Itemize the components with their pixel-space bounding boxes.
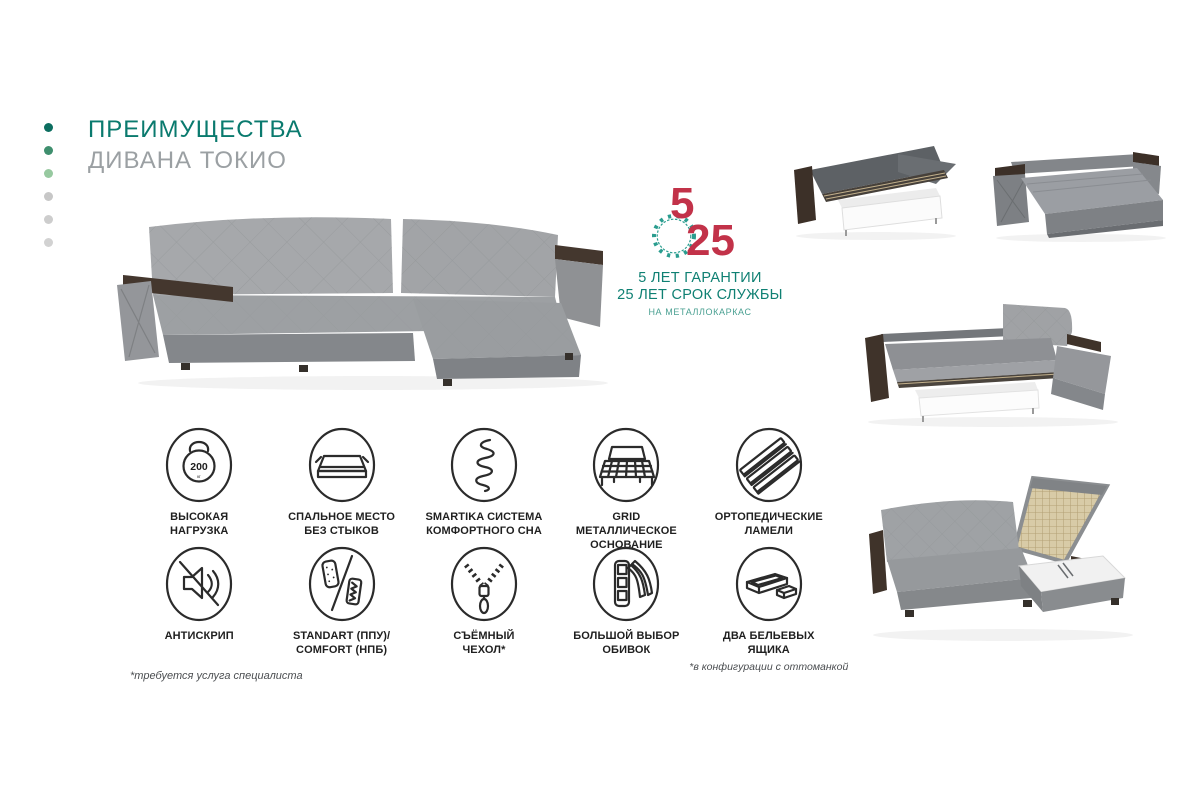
warranty-text	[600, 270, 800, 317]
sofa-unfolding-photo	[786, 140, 964, 242]
feature-upholstery-choice	[555, 545, 697, 673]
storage-boxes-icon	[734, 545, 804, 623]
feature-removable-cover	[413, 545, 555, 673]
dot	[44, 192, 53, 201]
foam-blocks-icon	[307, 545, 377, 623]
feature-linen-boxes	[689, 545, 849, 673]
feature-label: АНТИСКРИП	[164, 630, 234, 642]
zipper-icon	[449, 545, 519, 623]
dot	[44, 215, 53, 224]
feature-ortho-slats	[698, 426, 840, 552]
feature-grid-base	[555, 426, 697, 552]
corner-unfolding-photo	[853, 298, 1138, 430]
dot	[44, 238, 53, 247]
feature-label: ВЫСОКАЯ НАГРУЗКА	[169, 511, 229, 537]
fabric-swatches-icon	[591, 545, 661, 623]
title-line-1: ПРЕИМУЩЕСТВА	[88, 116, 303, 143]
warranty-line-1: 5 ЛЕТ ГАРАНТИИ	[638, 270, 762, 286]
feature-label: ДВА БЕЛЬЕВЫХ ЯЩИКА	[722, 630, 815, 656]
warranty-block	[600, 180, 800, 330]
page-title	[88, 114, 303, 176]
sofa-bed-photo	[981, 136, 1173, 244]
dot	[44, 169, 53, 178]
feature-seamless-bed	[270, 426, 412, 552]
muted-speaker-icon	[164, 545, 234, 623]
dot-column	[44, 123, 53, 247]
feature-label: БОЛЬШОЙ ВЫБОР ОБИВОК	[573, 630, 680, 656]
spring-icon	[449, 426, 519, 504]
warranty-years: 5	[670, 179, 695, 228]
ottoman-footnote: *в конфигурации с оттоманкой	[689, 661, 849, 673]
features-row-1	[128, 426, 840, 552]
load-unit: кг	[197, 474, 201, 479]
ottoman-storage-photo	[853, 470, 1148, 645]
specialist-footnote: *требуется услуга специалиста	[130, 670, 303, 682]
feature-smartika	[413, 426, 555, 552]
kettlebell-icon	[164, 426, 234, 504]
feature-label: СЪЁМНЫЙ ЧЕХОЛ*	[453, 630, 515, 656]
feature-foam-options	[270, 545, 412, 673]
feature-label: SMARTIKA СИСТЕМА КОМФОРТНОГО СНА	[425, 511, 543, 537]
feature-label: GRID МЕТАЛЛИЧЕСКОЕ ОСНОВАНИЕ	[575, 511, 677, 551]
main-sofa-photo	[103, 205, 608, 395]
bed-frame-icon	[591, 426, 661, 504]
dot	[44, 146, 53, 155]
feature-anti-squeak	[128, 545, 270, 673]
title-line-2: ДИВАНА ТОКИО	[88, 147, 287, 174]
warranty-line-3: НА МЕТАЛЛОКАРКАС	[648, 307, 752, 317]
feature-high-load	[128, 426, 270, 552]
service-years: 25	[686, 216, 735, 265]
slats-icon	[734, 426, 804, 504]
feature-label: ОРТОПЕДИЧЕСКИЕ ЛАМЕЛИ	[714, 511, 823, 537]
features-row-2	[128, 545, 849, 673]
load-value: 200	[190, 461, 208, 473]
warranty-line-2: 25 ЛЕТ СРОК СЛУЖБЫ	[617, 287, 783, 303]
feature-label: СПАЛЬНОЕ МЕСТО БЕЗ СТЫКОВ	[288, 511, 396, 537]
feature-label: STANDART (ППУ)/ COMFORT (НПБ)	[292, 630, 391, 656]
mattress-icon	[307, 426, 377, 504]
dot	[44, 123, 53, 132]
